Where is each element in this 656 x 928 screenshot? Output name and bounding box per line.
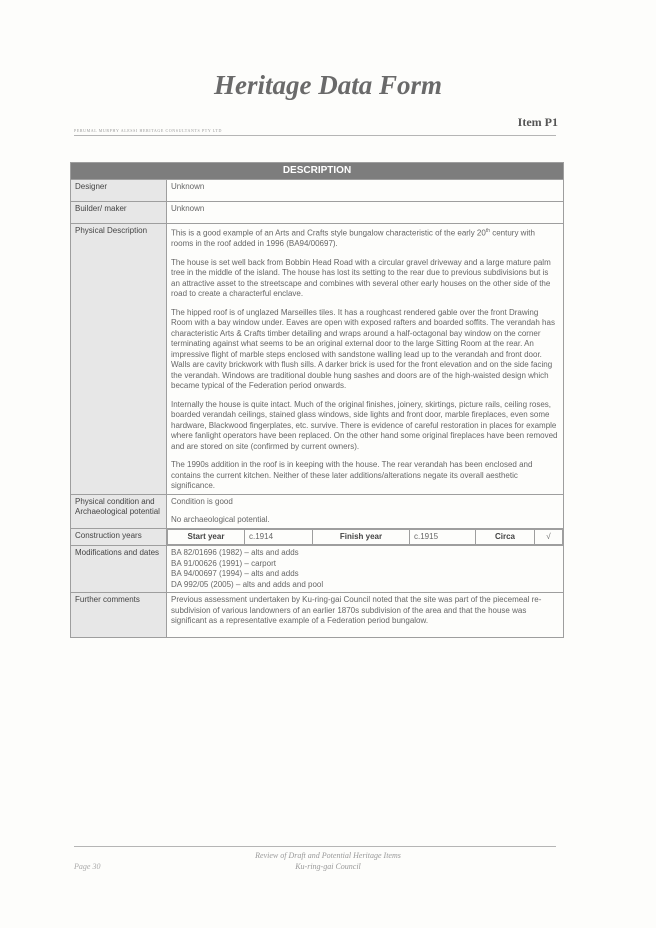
modification-item: DA 992/05 (2005) – alts and adds and pool [171, 579, 324, 589]
builder-row [71, 202, 564, 224]
description-paragraph: The 1990s addition in the roof is in keeping with the house. The rear verandah has been enclosed and contains the current kitchen. Neither of these later additions/alterations negate its overall aesthetic significance. [171, 460, 533, 491]
section-header-row [71, 163, 564, 180]
description-paragraph: This is a good example of an Arts and Crafts style bungalow characteristic of the early 20th century with rooms in the roof added in 1996 (BA94/00697). [171, 228, 535, 249]
further-comments-row [71, 593, 564, 638]
footer-report-title: Review of Draft and Potential Heritage Items [255, 851, 401, 860]
builder-label: Builder/ maker [71, 202, 167, 224]
footer-divider [74, 846, 556, 847]
construction-row [71, 528, 564, 546]
condition-text: Condition is good [171, 496, 233, 506]
construction-label: Construction years [71, 528, 167, 546]
header-divider [74, 135, 556, 136]
start-year-label: Start year [168, 529, 245, 545]
physical-description-value [167, 224, 564, 495]
condition-label: Physical condition and Archaeological potential [71, 494, 167, 528]
item-number: Item P1 [517, 115, 558, 129]
physical-description-row [71, 224, 564, 495]
physical-description-label: Physical Description [71, 224, 167, 495]
designer-value: Unknown [167, 180, 564, 202]
form-title: Heritage Data Form [214, 70, 442, 100]
archaeological-text: No archaeological potential. [171, 515, 270, 525]
further-comments-label: Further comments [71, 593, 167, 638]
description-paragraph: The hipped roof is of unglazed Marseilles tiles. It has a roughcast rendered gable over the front Drawing Room with a bay window under. Eaves are open with exposed rafters and boarded soffits. The verandah has characteristic Arts & Crafts timber detailing and wraps around a half-octagonal bay window on the corner terminating against what seems to be an original external door to the large Sitting Room at the rear. An impressive flight of marble steps enclosed with sandstone walling lead up to the verandah and front door. Walls are cavity brickwork with flush sills. A darker brick is used for the front elevation and on the side facing the verandah. Windows are traditional double hung sashes and doors are of the high-waisted design which became typical of the Federation period onwards. [171, 307, 555, 391]
footer-council: Ku-ring-gai Council [295, 862, 361, 871]
description-paragraph: Internally the house is quite intact. Much of the original finishes, joinery, skirtings, picture rails, ceiling roses, boarded verandah ceilings, stained glass windows, side lights and front door, marble fireplaces, even some hardware, Blackwood fingerplates, etc. survive. There is evidence of careful restoration in places for example where fanlight operators have been replaced. On the other hand some original fireplaces have been removed and are stored on site (confirmed by current owners). [171, 399, 558, 451]
finish-year-value: c.1915 [410, 529, 476, 545]
modifications-row [71, 546, 564, 593]
modification-item: BA 91/00626 (1991) – carport [171, 558, 276, 568]
circa-check: √ [535, 529, 563, 545]
condition-value [167, 494, 564, 528]
designer-label: Designer [71, 180, 167, 202]
designer-row [71, 180, 564, 202]
start-year-value: c.1914 [245, 529, 313, 545]
description-paragraph: The house is set well back from Bobbin Head Road with a circular gravel driveway and a large mature palm tree in the middle of the island. The house has lost its setting to the rear due to previous subdivisions but is an attractive asset to the streetscape and combines with several other early houses on the other side of the road to create a characterful enclave. [171, 257, 551, 299]
circa-label: Circa [476, 529, 535, 545]
further-comments-value: Previous assessment undertaken by Ku-ring-gai Council noted that the site was part of the piecemeal re-subdivision of various landowners of an earlier 1870s subdivision of the area and that the house was significant as a representative example of a Federation period bungalow. [167, 593, 564, 638]
firm-name: PERUMAL MURPHY ALESSI HERITAGE CONSULTANTS PTY LTD [74, 128, 222, 133]
description-table [70, 162, 564, 638]
condition-row [71, 494, 564, 528]
section-header: DESCRIPTION [71, 163, 564, 180]
modifications-label: Modifications and dates [71, 546, 167, 593]
modifications-value [167, 546, 564, 593]
modification-item: BA 82/01696 (1982) – alts and adds [171, 548, 299, 558]
construction-years-table [167, 529, 563, 546]
modification-item: BA 94/00697 (1994) – alts and adds [171, 569, 299, 579]
finish-year-label: Finish year [313, 529, 410, 545]
builder-value: Unknown [167, 202, 564, 224]
page-number: Page 30 [74, 862, 101, 871]
